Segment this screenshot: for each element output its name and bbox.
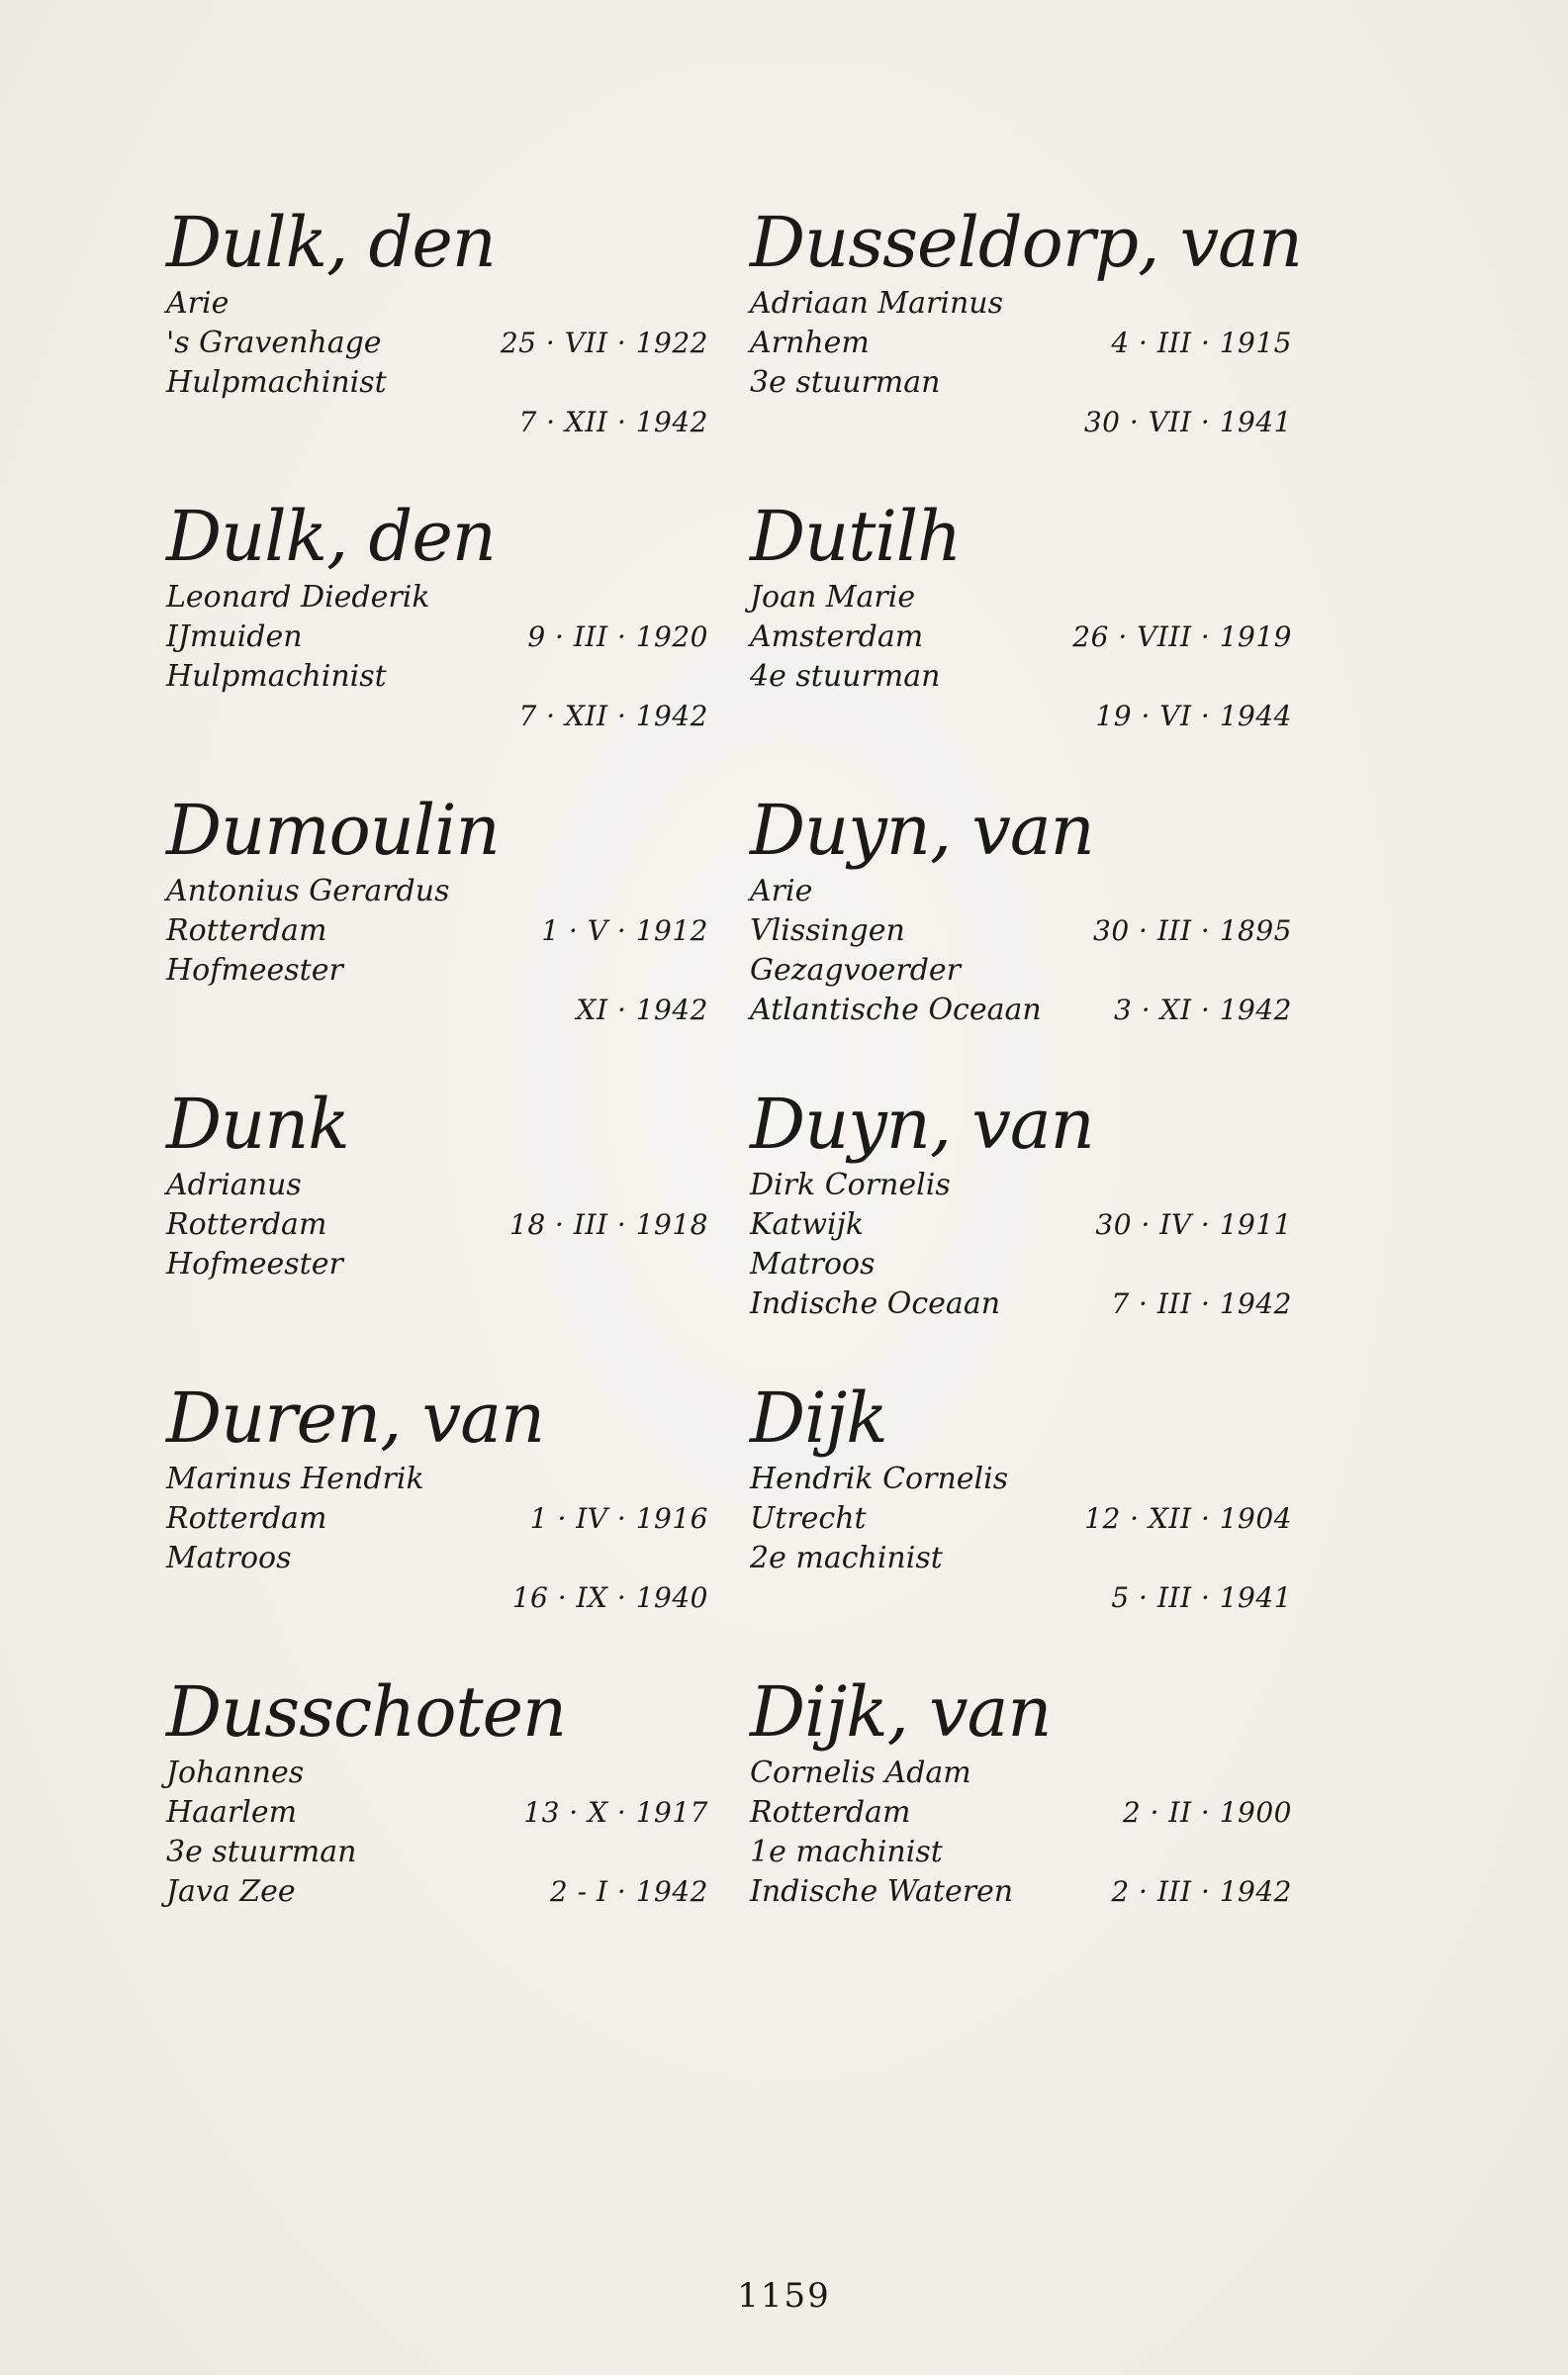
birth-date: 12 · XII · 1904	[1084, 1502, 1292, 1535]
page-number: 1159	[737, 2276, 831, 2316]
memorial-entry	[166, 203, 708, 497]
birth-line	[166, 324, 708, 363]
memorial-entry	[750, 1378, 1292, 1672]
birth-line	[166, 1499, 708, 1539]
birth-date: 4 · III · 1915	[1111, 327, 1292, 359]
birth-date: 30 · III · 1895	[1093, 914, 1292, 947]
death-line	[166, 1872, 708, 1912]
death-place: Indische Oceaan	[750, 1286, 1001, 1321]
memorial-entry	[750, 1672, 1292, 1966]
rank: Matroos	[750, 1247, 876, 1282]
death-line	[750, 1578, 1292, 1618]
memorial-entry	[166, 1378, 708, 1672]
surname-heading: Duyn, van	[750, 790, 1094, 871]
given-names-line	[166, 1754, 708, 1793]
rank-line	[166, 1833, 708, 1872]
rank: 4e stuurman	[750, 659, 941, 694]
birth-line	[166, 1205, 708, 1245]
birth-line	[750, 1499, 1292, 1539]
birth-date: 1 · V · 1912	[541, 914, 708, 947]
birth-line	[750, 1205, 1292, 1245]
death-line	[750, 991, 1292, 1030]
given-names-line	[750, 1754, 1292, 1793]
given-names: Antonius Gerardus	[166, 874, 450, 908]
birth-date: 13 · X · 1917	[523, 1796, 708, 1829]
given-names: Cornelis Adam	[750, 1756, 971, 1790]
death-place: Indische Wateren	[750, 1874, 1014, 1909]
rank: Hulpmachinist	[166, 659, 387, 694]
birthplace: Rotterdam	[166, 1501, 327, 1536]
death-date: 5 · III · 1941	[1111, 1581, 1292, 1614]
given-names: Adrianus	[166, 1168, 302, 1202]
given-names: Leonard Diederik	[166, 580, 430, 615]
surname-heading: Dumoulin	[166, 790, 500, 871]
rank-line	[750, 1833, 1292, 1872]
given-names-line	[166, 284, 708, 324]
birthplace: Amsterdam	[750, 619, 924, 654]
rank: Hulpmachinist	[166, 365, 387, 400]
given-names-line	[750, 1166, 1292, 1205]
given-names: Marinus Hendrik	[166, 1462, 424, 1496]
given-names-line	[166, 1166, 708, 1205]
birth-line	[750, 911, 1292, 951]
given-names-line	[166, 872, 708, 911]
death-line	[166, 991, 708, 1030]
birthplace: IJmuiden	[166, 619, 303, 654]
given-names-line	[750, 284, 1292, 324]
death-line	[750, 1284, 1292, 1324]
memorial-entry	[166, 791, 708, 1085]
given-names-line	[750, 872, 1292, 911]
surname-heading: Duren, van	[166, 1378, 545, 1459]
rank-line	[166, 951, 708, 991]
birth-date: 9 · III · 1920	[527, 620, 708, 653]
death-line	[750, 403, 1292, 442]
birth-date: 1 · IV · 1916	[529, 1502, 708, 1535]
death-date: 3 · XI · 1942	[1114, 994, 1292, 1026]
birthplace: 's Gravenhage	[166, 326, 382, 360]
death-line	[166, 403, 708, 442]
given-names: Hendrik Cornelis	[750, 1462, 1009, 1496]
rank: Hofmeester	[166, 953, 343, 988]
rank-line	[166, 1539, 708, 1578]
birthplace: Rotterdam	[166, 913, 327, 948]
left-column	[166, 203, 708, 1966]
death-date: 2 - I · 1942	[549, 1875, 708, 1908]
rank-line	[166, 1245, 708, 1284]
birthplace: Rotterdam	[166, 1207, 327, 1242]
surname-heading: Dulk, den	[166, 202, 496, 283]
surname-heading: Dusschoten	[166, 1671, 567, 1753]
death-date: XI · 1942	[576, 994, 708, 1026]
rank: Hofmeester	[166, 1247, 343, 1282]
memorial-entry	[166, 497, 708, 791]
birth-date: 30 · IV · 1911	[1095, 1208, 1292, 1241]
surname-heading: Dunk	[166, 1084, 349, 1165]
birthplace: Haarlem	[166, 1795, 298, 1830]
given-names: Joan Marie	[750, 580, 916, 615]
death-line	[750, 1872, 1292, 1912]
given-names: Johannes	[166, 1756, 305, 1790]
surname-heading: Dijk, van	[750, 1671, 1052, 1753]
rank: Gezagvoerder	[750, 953, 962, 988]
rank: Matroos	[166, 1541, 292, 1575]
given-names: Dirk Cornelis	[750, 1168, 951, 1202]
birthplace: Vlissingen	[750, 913, 905, 948]
given-names-line	[750, 1460, 1292, 1499]
rank-line	[750, 363, 1292, 403]
birth-date: 18 · III · 1918	[509, 1208, 708, 1241]
surname-heading: Dulk, den	[166, 496, 496, 577]
given-names: Adriaan Marinus	[750, 286, 1004, 321]
death-line	[166, 1284, 708, 1324]
birth-line	[166, 1793, 708, 1833]
rank: 1e machinist	[750, 1835, 943, 1869]
birth-date: 2 · II · 1900	[1122, 1796, 1292, 1829]
death-date: 2 · III · 1942	[1111, 1875, 1292, 1908]
birth-date: 26 · VIII · 1919	[1072, 620, 1292, 653]
surname-heading: Dusseldorp, van	[750, 202, 1302, 283]
death-date: 7 · III · 1942	[1111, 1287, 1292, 1320]
rank-line	[750, 657, 1292, 697]
rank-line	[166, 657, 708, 697]
given-names: Arie	[166, 286, 230, 321]
death-date: 19 · VI · 1944	[1095, 700, 1292, 732]
rank: 3e stuurman	[750, 365, 941, 400]
surname-heading: Duyn, van	[750, 1084, 1094, 1165]
birth-line	[166, 618, 708, 657]
death-place: Java Zee	[166, 1874, 296, 1909]
birthplace: Katwijk	[750, 1207, 865, 1242]
rank-line	[166, 363, 708, 403]
birth-line	[750, 1793, 1292, 1833]
rank: 3e stuurman	[166, 1835, 357, 1869]
rank-line	[750, 951, 1292, 991]
death-date: 7 · XII · 1942	[518, 700, 708, 732]
birthplace: Utrecht	[750, 1501, 867, 1536]
death-date: 30 · VII · 1941	[1083, 406, 1292, 438]
given-names-line	[750, 578, 1292, 618]
rank-line	[750, 1539, 1292, 1578]
rank-line	[750, 1245, 1292, 1284]
birth-date: 25 · VII · 1922	[500, 327, 708, 359]
death-line	[166, 1578, 708, 1618]
memorial-entry	[750, 791, 1292, 1085]
given-names-line	[166, 578, 708, 618]
surname-heading: Dijk	[750, 1378, 887, 1459]
death-line	[750, 697, 1292, 736]
surname-heading: Dutilh	[750, 496, 962, 577]
birth-line	[750, 324, 1292, 363]
given-names: Arie	[750, 874, 813, 908]
death-line	[166, 697, 708, 736]
death-place: Atlantische Oceaan	[750, 993, 1042, 1027]
birth-line	[750, 618, 1292, 657]
given-names-line	[166, 1460, 708, 1499]
memorial-entry	[166, 1672, 708, 1966]
birth-line	[166, 911, 708, 951]
memorial-entry	[750, 202, 1302, 497]
memorial-entry	[166, 1085, 708, 1378]
death-date: 7 · XII · 1942	[518, 406, 708, 438]
memorial-entry	[750, 497, 1292, 791]
rank: 2e machinist	[750, 1541, 943, 1575]
birthplace: Rotterdam	[750, 1795, 911, 1830]
birthplace: Arnhem	[750, 326, 870, 360]
death-date: 16 · IX · 1940	[511, 1581, 708, 1614]
right-column	[750, 202, 1302, 1966]
memorial-entry	[750, 1085, 1292, 1378]
